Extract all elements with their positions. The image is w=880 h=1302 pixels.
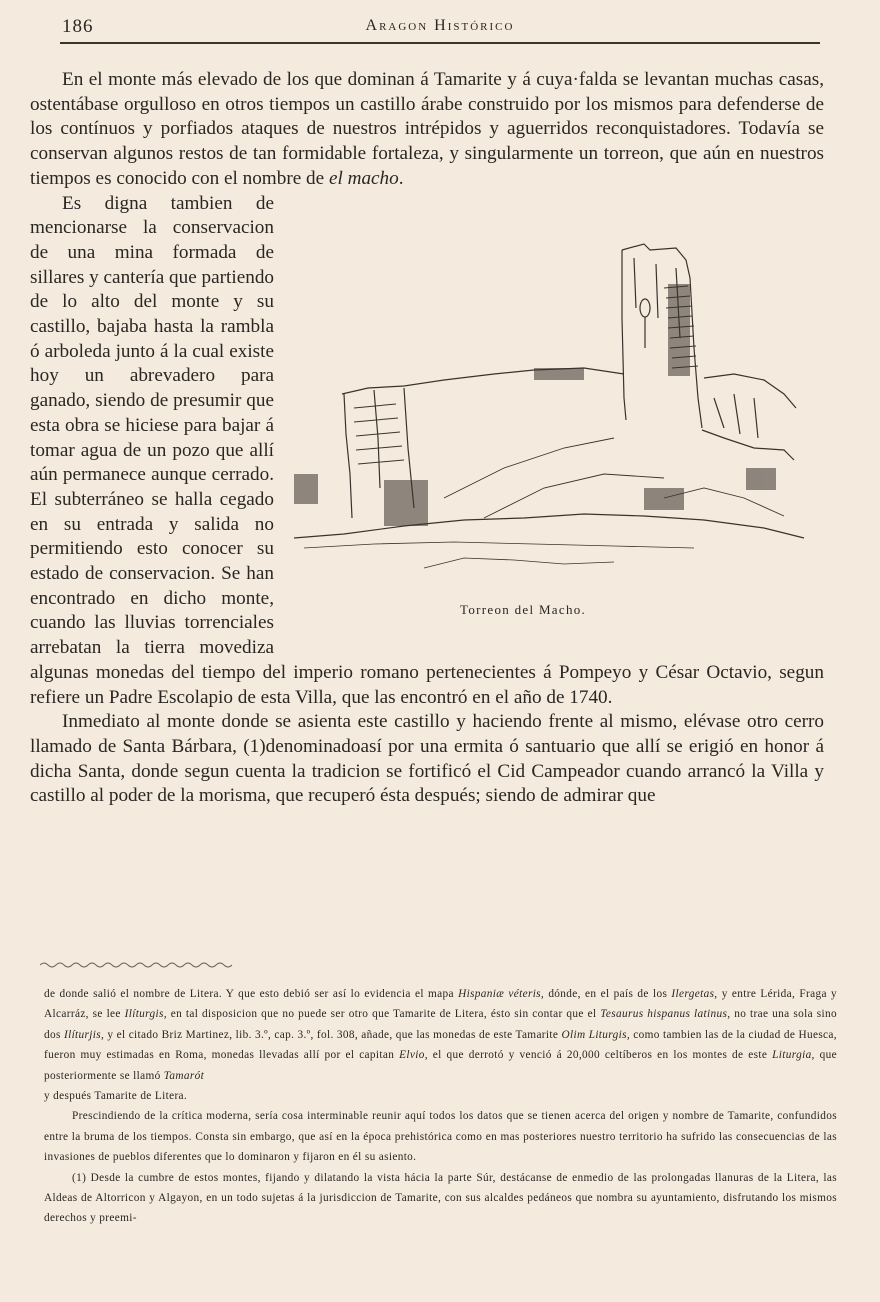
- footnote-3: (1) Desde la cumbre de estos montes, fijando y dilatando la vista hácia la parte Súr, destácanse de enmedio de las prolongadas llanuras de la Litera, las Aldeas de Altorricon y Algayon, en un todo sujetas á la jurisdiccion de Tamarite, con sus alcaldes pedáneos que nombra su ayuntamiento, disfrutando los mismos derechos y preemi-: [44, 1171, 837, 1225]
- main-text: [30, 68, 824, 809]
- figure-torreon: [284, 198, 832, 660]
- fn-text: como tambien las de la ciudad de Huesca, fueron muy estimadas en Roma, monedas llevadas allí por el capitan: [44, 1028, 837, 1062]
- fn-italic: Elvio,: [399, 1049, 428, 1062]
- fn-text: y después Tamarite de Litera.: [44, 1090, 188, 1103]
- fn-italic: Ilíturgis,: [124, 1008, 167, 1021]
- fn-italic: Tamarót: [163, 1069, 205, 1082]
- fn-text: en tal disposicion que no puede ser otro que Tamarite de Litera, ésto sin contar que el: [170, 1008, 597, 1021]
- paragraph-1-end: .: [398, 167, 404, 189]
- fn-text: dónde, en el país de los: [548, 988, 668, 1000]
- fn-italic: Liturgia,: [772, 1049, 815, 1062]
- fn-text: que posteriormente se llamó: [44, 1049, 837, 1082]
- paragraph-1: [30, 68, 824, 192]
- fn-text: y el citado Briz Martinez, lib. 3.º, cap. 3.º, fol. 308, añade, que las monedas de este Tamarite: [107, 1028, 559, 1041]
- fn-text: de donde salió el nombre de Litera. Y que esto debió ser así lo evidencia el mapa: [44, 988, 454, 1000]
- paragraph-3: Inmediato al monte donde se asienta este castillo y haciendo frente al mismo, elévase otro cerro llamado de Santa Bárbara, (1)denominadoasí por una ermita ó santuario que allí se erigió en honor á dicha Santa, donde segun cuenta la tradicion se fortificó el Cid Campeador cuando arrancó la Villa y castillo al poder de la morisma, que recuperó ésta después; siendo de admirar que: [30, 711, 824, 807]
- footnote-continuation: [44, 984, 837, 1106]
- fn-text: el que derrotó y venció á 20,000 celtíberos en los montes de este: [432, 1049, 768, 1062]
- fn-italic: Ilergetas,: [671, 988, 718, 1000]
- fn-italic: Olim Liturgis,: [561, 1028, 631, 1041]
- header-rule: [60, 42, 820, 44]
- paragraph-1-text: En el monte más elevado de los que dominan á Tamarite y á cuya·falda se levantan muchas casas, ostentábase orgulloso en otros tiempos un castillo árabe construido por los mismos para defenderse de los contínuos y porfiados ataques de nuestros intrépidos y aguerridos reconquistadores. Todavía se conservan algunos restos de tan formidable fortaleza, y singularmente un torreon, que aún en nuestros tiempos es conocido con el nombre de: [30, 69, 824, 189]
- fn-italic: Hispaniæ véteris,: [458, 988, 545, 1000]
- figure-caption: Torreon del Macho.: [460, 601, 587, 617]
- fn-text: y entre Lérida, Fraga y Alcarráz, se lee: [44, 988, 837, 1021]
- fn-text: no trae una sola sino dos: [44, 1008, 837, 1041]
- footnote-2: Prescindiendo de la crítica moderna, sería cosa interminable reunir aquí todos los datos que se tienen acerca del origen y nombre de Tamarite, confundidos entre la bruma de los tiempos. Consta sin embargo, que así en la época prehistórica como en mas posteriores nuestro territorio ha sufrido las consecuencias de las invasiones de pueblos diferentes que lo dominaron y fijaron en él su asiento.: [44, 1110, 837, 1164]
- fn-italic: Ilíturjis,: [63, 1028, 105, 1041]
- running-head: Aragon Histórico: [365, 17, 515, 34]
- paragraph-2: Es digna tambien de mencionarse la conservacion de una mina formada de sillares y cantería que partiendo de lo alto del monte y su castillo, bajaba hasta la rambla ó arboleda junto á la cual existe hoy un abrevadero para ganado, siendo de presumir que esta obra se hiciese para bajar á tomar agua de un pozo que allí aún permanece aunque cerrado. El subterráneo se halla cegado en su entrada y salida no permitiendo esto conocer su estado de conservacion. Se han encontrado en dicho monte, cuando las lluvias torrenciales arrebatan la tierra movediza algunas monedas del tiempo del imperio romano pertenecientes á Pompeyo y César Octavio, segun refiere un Padre Escolapio de esta Villa, que las encontró en el año de 1740.: [30, 192, 824, 708]
- page-number: 186: [62, 16, 94, 37]
- footnotes: [44, 984, 837, 1229]
- paragraph-1-italic: el macho: [328, 167, 399, 189]
- footnote-ornament: [40, 960, 236, 970]
- fn-italic: Tesaurus hispanus latinus,: [600, 1008, 731, 1021]
- torreon-illustration: [284, 198, 832, 598]
